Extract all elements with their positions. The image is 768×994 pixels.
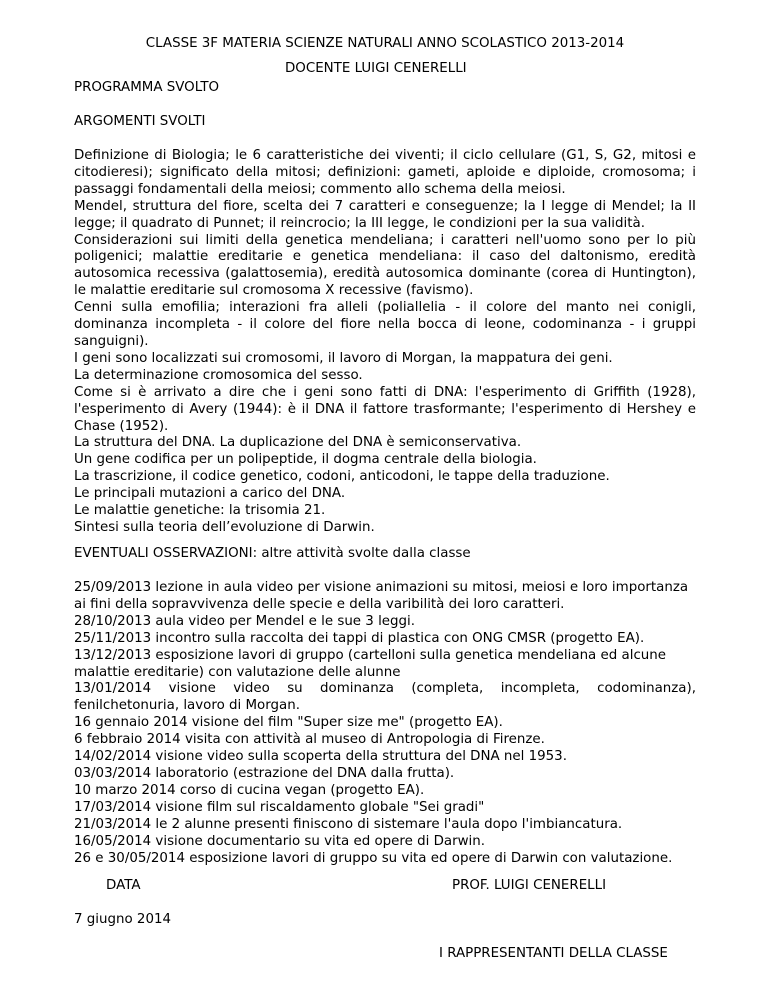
activity-item: 6 febbraio 2014 visita con attività al museo di Antropologia di Firenze. — [74, 732, 545, 748]
topic-paragraph: Considerazioni sui limiti della genetica mendeliana; i caratteri nell'uomo sono per lo più poligenici; malattie ereditarie e genetica mendeliana: il caso del daltonismo, eredità autosomica recessiva (galattosemia), eredità autosomica dominante (corea di Huntington), le malattie ereditarie sul cromosoma X recessive (favismo). — [74, 232, 696, 299]
date-label: DATA — [106, 878, 141, 893]
topic-paragraph: Le malattie genetiche: la trisomia 21. — [74, 503, 326, 519]
activity-item: 13/01/2014 visione video su dominanza (completa, incompleta, codominanza), fenilchetonuria, lavoro di Morgan. — [74, 681, 696, 714]
activity-item: 10 marzo 2014 corso di cucina vegan (progetto EA). — [74, 782, 425, 798]
activity-item: 26 e 30/05/2014 esposizione lavori di gruppo su vita ed opere di Darwin con valutazione. — [74, 850, 673, 866]
class-representatives: I RAPPRESENTANTI DELLA CLASSE — [439, 946, 668, 961]
teacher-name: DOCENTE LUIGI CENERELLI — [285, 61, 467, 76]
topic-paragraph: La determinazione cromosomica del sesso. — [74, 367, 363, 383]
activity-item: 17/03/2014 visione film sul riscaldamento globale "Sei gradi" — [74, 799, 485, 815]
activity-item: 14/02/2014 visione video sulla scoperta della struttura del DNA nel 1953. — [74, 749, 567, 765]
activity-item: 25/09/2013 lezione in aula video per visione animazioni su mitosi, meiosi e loro importanza ai fini della sopravvivenza delle specie e della varibilità dei loro caratteri. — [74, 580, 689, 612]
topic-paragraph: I geni sono localizzati sui cromosomi, il lavoro di Morgan, la mappatura dei geni. — [74, 350, 613, 366]
activities-list — [74, 580, 696, 867]
activity-item: 16/05/2014 visione documentario su vita ed opere di Darwin. — [74, 833, 486, 849]
topics-list — [74, 148, 696, 537]
topic-paragraph: Sintesi sulla teoria dell’evoluzione di Darwin. — [74, 519, 375, 535]
activity-item: 16 gennaio 2014 visione del film "Super size me" (progetto EA). — [74, 715, 503, 731]
topics-heading: ARGOMENTI SVOLTI — [74, 114, 206, 129]
topic-paragraph: Definizione di Biologia; le 6 caratteristiche dei viventi; il ciclo cellulare (G1, S, G2, mitosi e citodieresi); significato della mitosi; definizioni: gameti, aploide e diploide, cromosoma; i passaggi fondamentali della meiosi; commento allo schema della meiosi. — [74, 148, 696, 197]
topic-paragraph: La struttura del DNA. La duplicazione del DNA è semiconservativa. — [74, 435, 522, 451]
date-value: 7 giugno 2014 — [74, 912, 171, 927]
topic-paragraph: Le principali mutazioni a carico del DNA. — [74, 486, 346, 502]
topic-paragraph: Come si è arrivato a dire che i geni sono fatti di DNA: l'esperimento di Griffith (1928), l'esperimento di Avery (1944): è il DNA il fattore trasformante; l'esperimento di Hershey e Chase (1952). — [74, 384, 696, 434]
observations-heading: EVENTUALI OSSERVAZIONI: altre attività svolte dalla classe — [74, 546, 471, 561]
activity-item: 28/10/2013 aula video per Mendel e le sue 3 leggi. — [74, 613, 416, 629]
program-label: PROGRAMMA SVOLTO — [74, 80, 220, 95]
topic-paragraph: Un gene codifica per un polipeptide, il dogma centrale della biologia. — [74, 452, 537, 468]
document-title: CLASSE 3F MATERIA SCIENZE NATURALI ANNO SCOLASTICO 2013-2014 — [145, 36, 625, 51]
topic-paragraph: Mendel, struttura del fiore, scelta dei 7 caratteri e conseguenze; la I legge di Mendel; la II legge; il quadrato di Punnet; il reincrocio; la III legge, le condizioni per la sua validità. — [74, 198, 696, 231]
activity-item: 21/03/2014 le 2 alunne presenti finiscono di sistemare l'aula dopo l'imbiancatura. — [74, 816, 623, 832]
topic-paragraph: La trascrizione, il codice genetico, codoni, anticodoni, le tappe della traduzione. — [74, 469, 610, 485]
activity-item: 03/03/2014 laboratorio (estrazione del DNA dalla frutta). — [74, 765, 455, 781]
activity-item: 13/12/2013 esposizione lavori di gruppo (cartelloni sulla genetica mendeliana ed alcune malattie ereditarie) con valutazione delle alunne — [74, 647, 667, 680]
professor-signature: PROF. LUIGI CENERELLI — [452, 878, 607, 893]
topic-paragraph: Cenni sulla emofilia; interazioni fra alleli (poliallelia - il colore del manto nei conigli, dominanza incompleta - il colore del fiore nella bocca di leone, codominanza - i gruppi sanguigni). — [74, 300, 696, 349]
activity-item: 25/11/2013 incontro sulla raccolta dei tappi di plastica con ONG CMSR (progetto EA). — [74, 630, 645, 646]
